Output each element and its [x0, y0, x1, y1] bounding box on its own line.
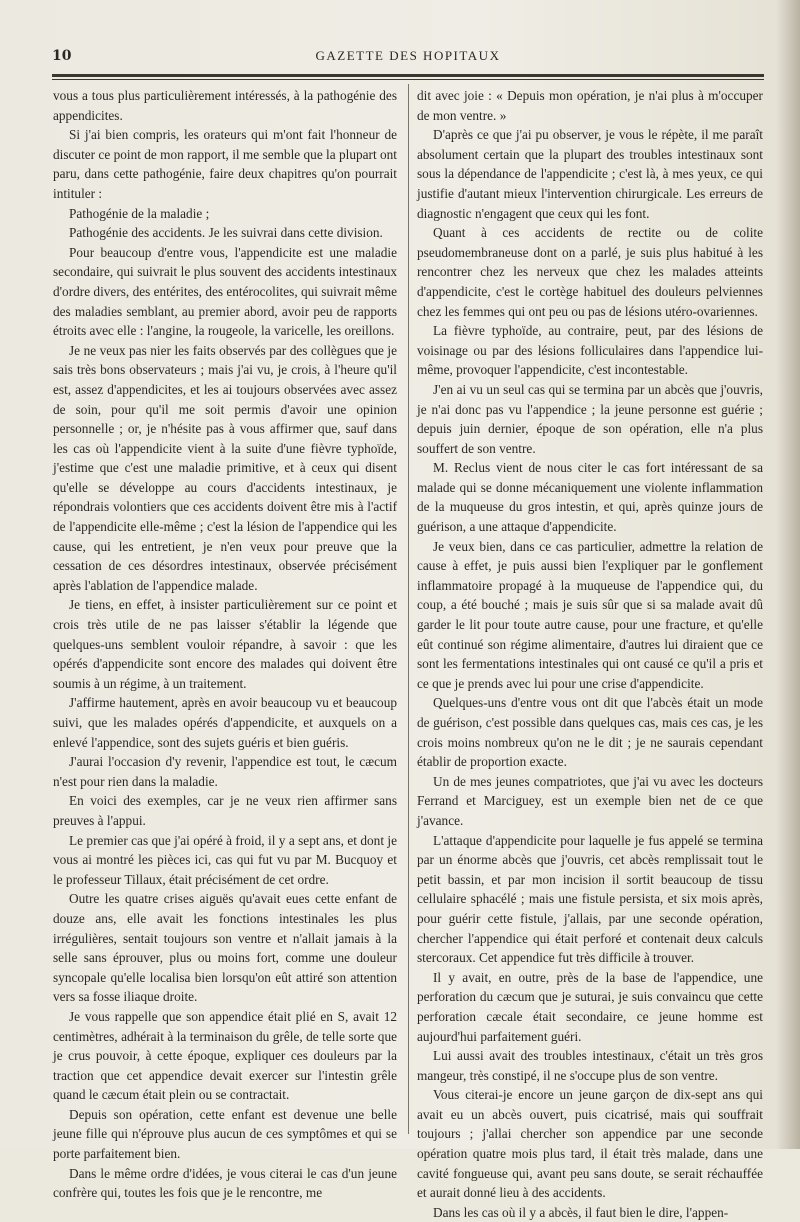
- paragraph: Lui aussi avait des troubles intestinaux, c'était un très gros mangeur, très constipé, il ne s'occupe plus de son ventre.: [417, 1048, 763, 1083]
- paragraph: Pathogénie des accidents. Je les suivrai dans cette division.: [69, 225, 383, 241]
- paragraph: Vous citerai-je encore un jeune garçon de dix-sept ans qui avait eu un abcès ouvert, puis cicatrisé, mais qui souffrait toujours ; j'allai chercher son appendice par une seconde opération quatre mois plus tard, il était très malade, dans une cavité fongueuse qui, avant peu sans doute, se serait réchauffée et aurait donné lieu à des accidents.: [417, 1087, 763, 1201]
- paragraph: Un de mes jeunes compatriotes, que j'ai vu avec les docteurs Ferrand et Marciguey, est un exemple bien net de ce que j'avance.: [417, 773, 763, 828]
- header-rule-thin: [52, 79, 764, 80]
- left-column: [53, 86, 397, 1201]
- journal-title: GAZETTE DES HOPITAUX: [315, 48, 501, 63]
- paragraph: dit avec joie : « Depuis mon opération, je n'ai plus à m'occuper de mon ventre. »: [417, 88, 763, 123]
- paragraph: Je ne veux pas nier les faits observés par des collègues que je sais très bons observateurs ; mais j'ai vu, je crois, à l'heure qu'il est, assez d'appendicites, et les ai toujours observées avec assez de soin, pour qu'il me soit permis d'avoir une opinion personnelle ; or, je n'hésite pas à vous affirmer que, sauf dans les cas où l'appendicite vient à la suite d'une fièvre typhoïde, j'estime que c'est une maladie primitive, et à ceux qui disent qu'elle se développe au cours d'accidents intestinaux, je répondrais volontiers que ces accidents doivent être mis à l'actif de l'appendicite elle-même ; c'est la lésion de l'appendice qui les cause, qui les entretient, je n'en veux pour preuve que la cessation de ces désordres intestinaux, observée précisément après l'ablation de l'appendice malade.: [53, 342, 397, 593]
- paragraph: D'après ce que j'ai pu observer, je vous le répète, il me paraît absolument certain que la plupart des troubles intestinaux sont sous la dépendance de l'appendicite ; c'est là, à mes yeux, ce qui justifie d'autant mieux l'intervention chirurgicale. Les erreurs de diagnostic n'engagent que ceux qui les font.: [417, 127, 763, 221]
- header-rule-thick: [52, 74, 764, 77]
- paragraph: Je tiens, en effet, à insister particulièrement sur ce point et crois très utile de ne pas laisser s'établir la légende que quelques-uns semblent vouloir répandre, à savoir : que les opérés d'appendicite sont encore des malades qui doivent être soumis à un régime, à un traitement.: [53, 597, 397, 691]
- paragraph: J'affirme hautement, après en avoir beaucoup vu et beaucoup suivi, que les malades opérés d'appendicite, et auxquels on a enlevé l'appendice, sont des sujets guéris et bien guéris.: [53, 695, 397, 750]
- paragraph: Pour beaucoup d'entre vous, l'appendicite est une maladie secondaire, qui suivrait le plus souvent des accidents intestinaux d'ordre divers, des entérites, des entérocolites, qui suivrait même des maladies semblant, au premier abord, avoir peu de rapports étroits avec elle : l'angine, la rougeole, la varicelle, les oreillons.: [53, 244, 397, 339]
- paragraph: Si j'ai bien compris, les orateurs qui m'ont fait l'honneur de discuter ce point de mon rapport, il me semble que la plupart ont paru, dans cette pathogénie, faire deux chapitres qu'on pourrait intituler :: [53, 127, 397, 201]
- paragraph: Outre les quatre crises aiguës qu'avait eues cette enfant de douze ans, elle avait les fonctions intestinales les plus irrégulières, sentait toujours son ventre et n'allait jamais à la selle sans éprouver, plus ou moins fort, comme une douleur syncopale qu'elle localisa bien lorsqu'on eût attiré son attention vers sa fosse iliaque droite.: [53, 891, 397, 1005]
- paragraph: Le premier cas que j'ai opéré à froid, il y a sept ans, et dont je vous ai montré les pièces ici, cas qui fut vu par M. Bucquoy et le professeur Tillaux, était précisément de cet ordre.: [53, 832, 397, 887]
- paragraph: La fièvre typhoïde, au contraire, peut, par des lésions de voisinage ou par des lésions folliculaires dans l'appendice lui-même, provoquer l'appendicite, c'est incontestable.: [417, 323, 763, 378]
- paragraph: J'aurai l'occasion d'y revenir, l'appendice est tout, le cæcum n'est pour rien dans la maladie.: [53, 754, 397, 789]
- paragraph: Depuis son opération, cette enfant est devenue une belle jeune fille qui n'éprouve plus aucun de ces symptômes et qui se porte parfaitement bien.: [53, 1106, 397, 1162]
- paragraph: Je vous rappelle que son appendice était plié en S, avait 12 centimètres, adhérait à la terminaison du grêle, de telle sorte que je crus pouvoir, à cette époque, expliquer ces douleurs par la traction que cet appendice devait exercer sur l'intestin grêle quand le cæcum était plein ou se contractait.: [53, 1008, 397, 1103]
- paragraph: L'attaque d'appendicite pour laquelle je fus appelé se termina par un énorme abcès que j'ouvris, cet abcès remplissait tout le petit bassin, et par mon incision il sortit beaucoup de tissu cellulaire sphacélé ; mais une fistule persista, et six mois après, pour guérir cette fistule, j'allais, par une seconde opération, chercher l'appendice qui était perforé et contenait deux calculs stercoraux. Cet appendice fut très difficile à trouver.: [417, 832, 763, 966]
- paragraph: Dans les cas où il y a abcès, il faut bien le dire, l'appen-: [433, 1204, 729, 1220]
- paragraph: Il y avait, en outre, près de la base de l'appendice, une perforation du cæcum que je suturai, je suis convaincu que cette perforation cæcale était secondaire, ce jeune homme est aujourd'hui parfaitement guéri.: [417, 969, 763, 1044]
- column-divider: [408, 84, 409, 1134]
- paragraph: J'en ai vu un seul cas qui se termina par un abcès que j'ouvris, je n'ai donc pas vu l'appendice ; la jeune personne est guérie ; depuis juin dernier, époque de son opération, elle n'a plus souffert de son ventre.: [417, 381, 763, 456]
- paragraph: Quelques-uns d'entre vous ont dit que l'abcès était un mode de guérison, c'est possible dans quelques cas, mais ces cas, je les crois moins nombreux qu'on ne le dit ; je ne saurais cependant établir de proportion exacte.: [417, 695, 763, 770]
- page-number: 10: [52, 48, 72, 64]
- paragraph: M. Reclus vient de nous citer le cas fort intéressant de sa malade qui se donne mécaniquement une violente inflammation de la muqueuse du gros intestin, et qui, après quinze jours de guérison, a une attaque d'appendicite.: [417, 460, 763, 535]
- paragraph: Dans le même ordre d'idées, je vous citerai le cas d'un jeune confrère qui, toutes les fois que je le rencontre, me: [53, 1165, 397, 1201]
- paragraph: vous a tous plus particulièrement intéressés, à la pathogénie des appendicites.: [53, 88, 397, 123]
- paragraph: Quant à ces accidents de rectite ou de colite pseudomembraneuse dont on a parlé, je suis plus habitué à les rencontrer chez les nerveux que chez les malades atteints d'appendicite, c'est le cortège habituel des douleurs pelviennes chez les femmes qui ont peu ou pas de lésions utéro-ovariennes.: [417, 225, 763, 319]
- paragraph: Je veux bien, dans ce cas particulier, admettre la relation de cause à effet, je puis aussi bien l'expliquer par le gonflement inflammatoire propagé à la muqueuse de l'appendice qui, du coup, a été bouché ; mais je suis sûr que si sa malade avait dû garder le lit pour toute autre cause, pour une fracture, et qu'elle eût continué son régime alimentaire, d'autres lui diraient que ce sont les fermentations intestinales qui ont causé ce qu'il a pris et ce que je prends avec lui pour une crise d'appendicite.: [417, 538, 763, 691]
- right-column: [417, 86, 763, 1220]
- paragraph: Pathogénie de la maladie ;: [69, 205, 210, 221]
- page-header: [52, 44, 764, 68]
- paragraph: En voici des exemples, car je ne veux rien affirmer sans preuves à l'appui.: [53, 793, 397, 828]
